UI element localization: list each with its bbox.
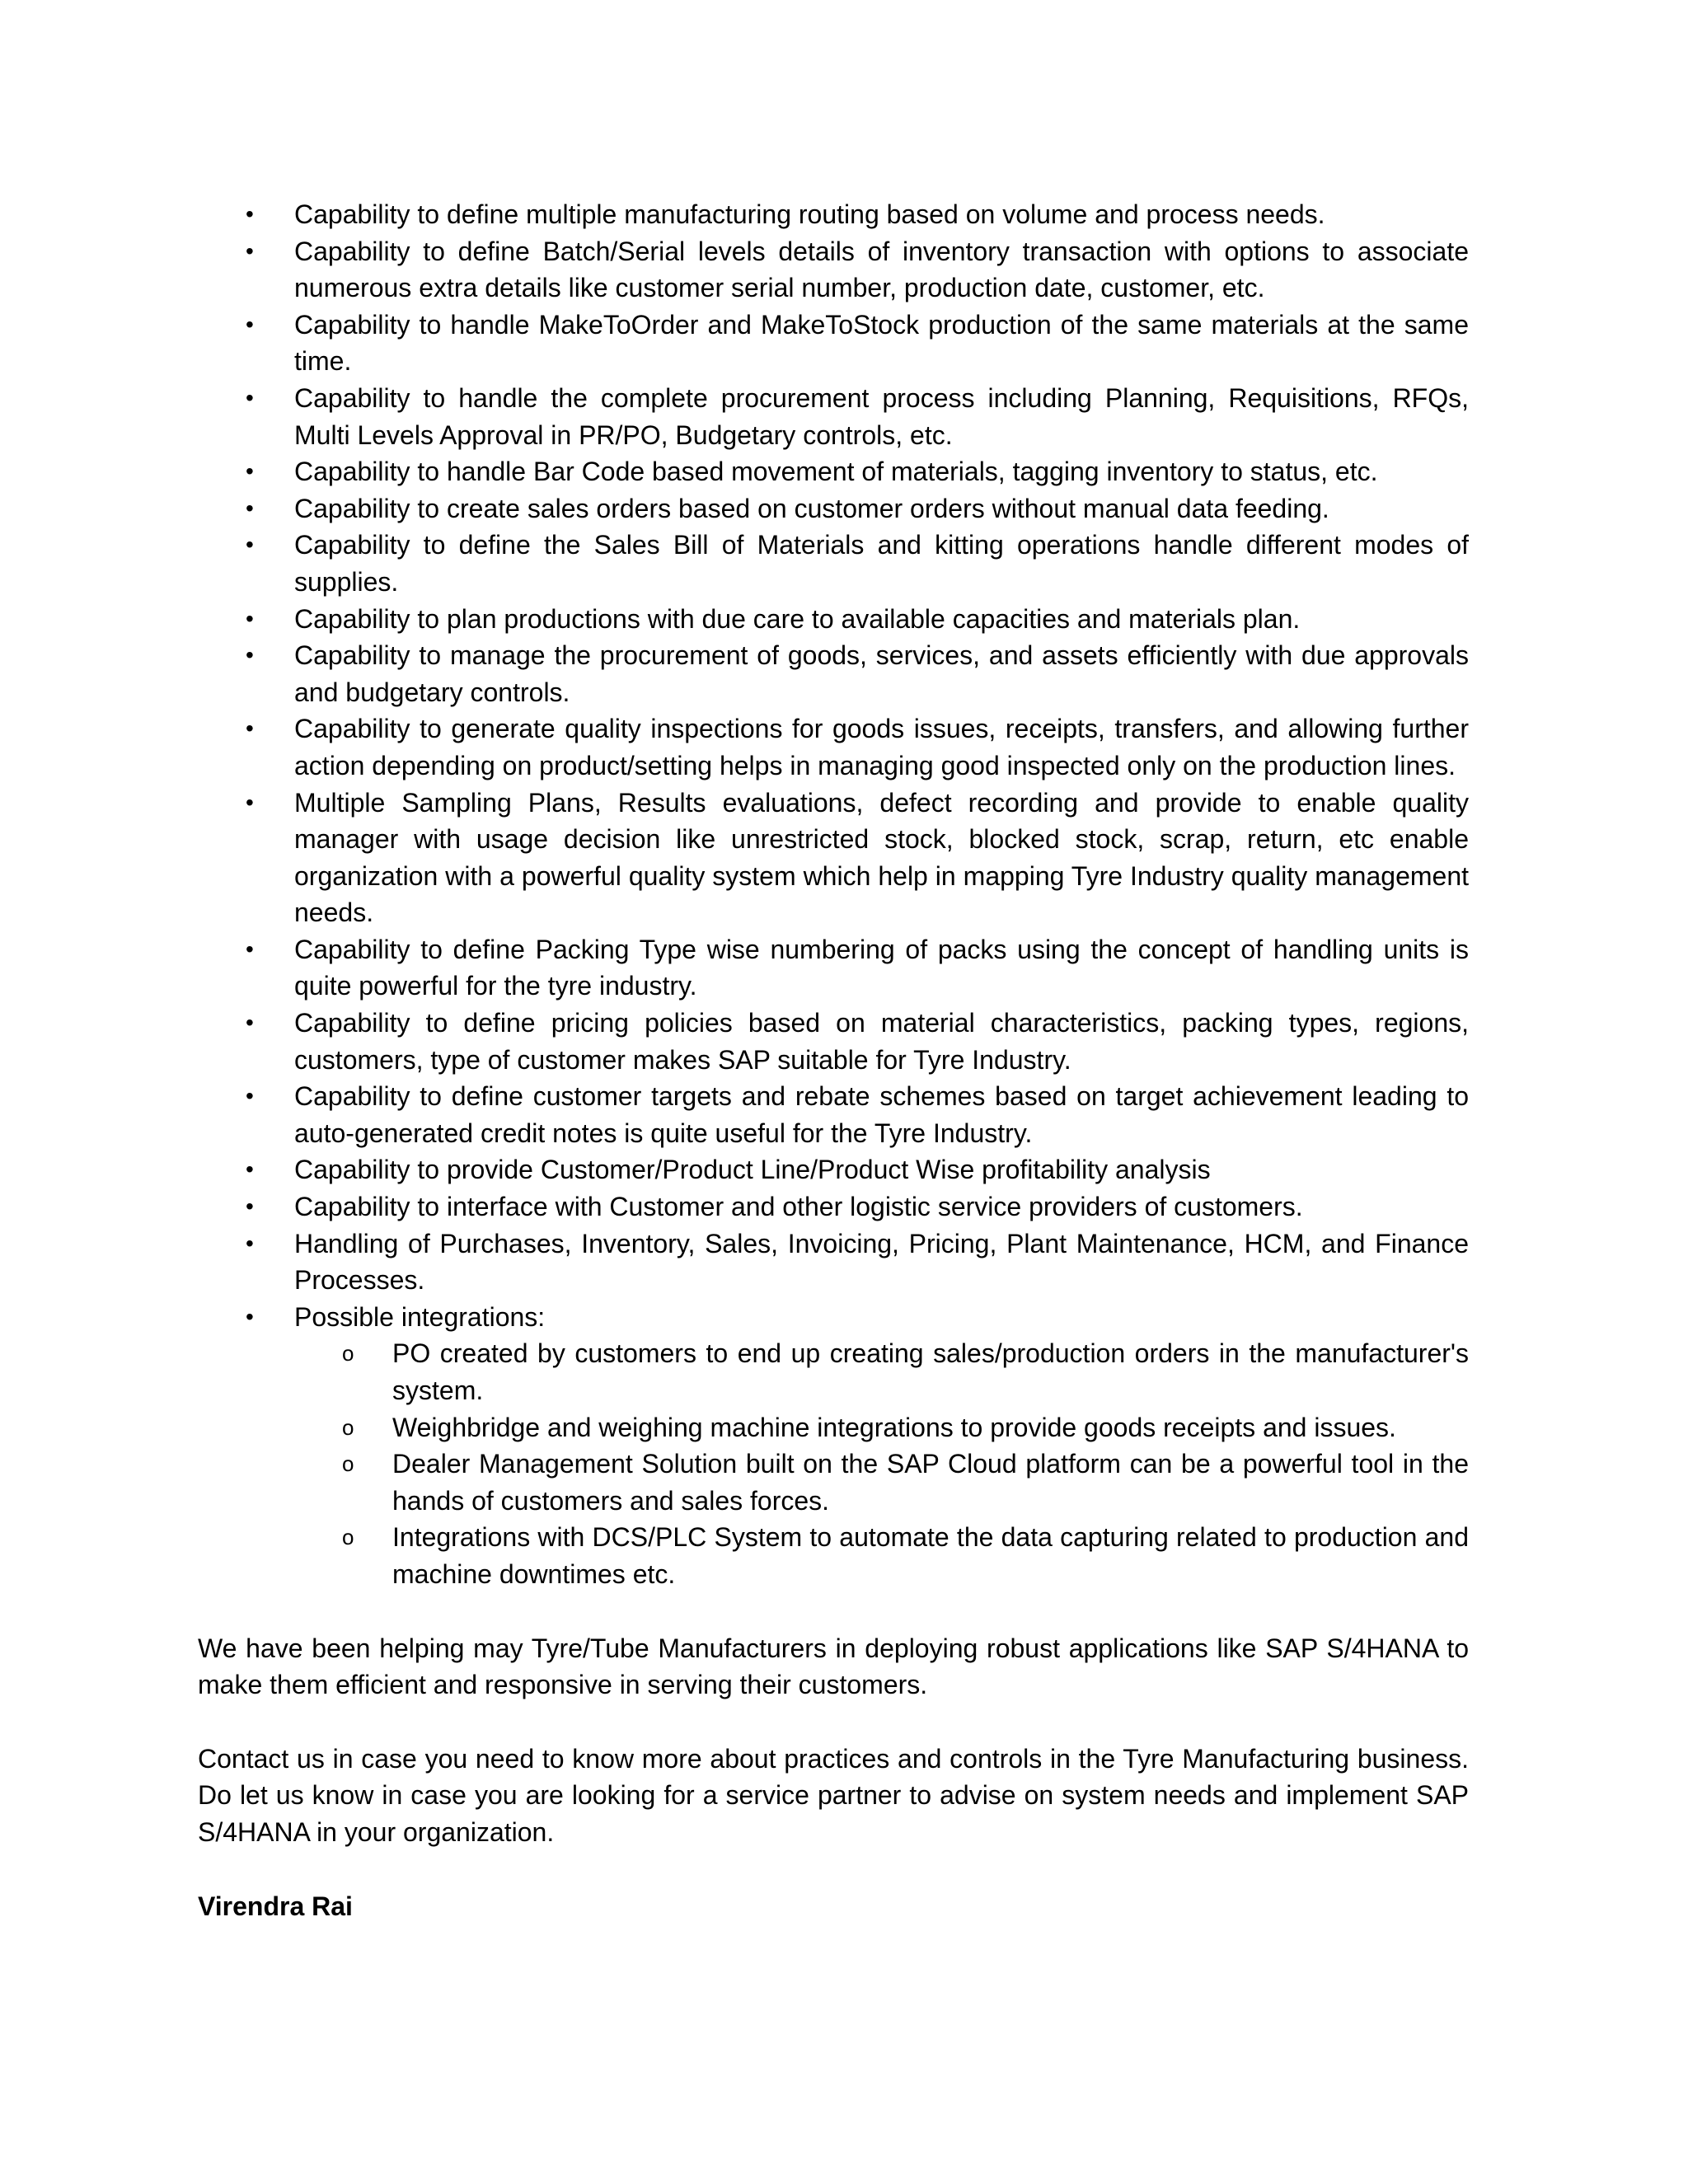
list-item [198, 1226, 1469, 1299]
sub-list-item [294, 1446, 1469, 1519]
list-item [198, 785, 1469, 931]
capabilities-list [198, 196, 1469, 1593]
list-item [198, 931, 1469, 1005]
list-item-text: Capability to define Packing Type wise numbering of packs using the concept of handling units is quite powerful for the tyre industry. [294, 934, 1469, 1001]
list-item-text: Handling of Purchases, Inventory, Sales, Invoicing, Pricing, Plant Maintenance, HCM, and Finance Processes. [294, 1228, 1469, 1296]
circle-bullet-icon: o [342, 1525, 354, 1550]
list-item-text: Capability to define the Sales Bill of Materials and kitting operations handle different modes of supplies. [294, 530, 1469, 597]
bullet-icon: • [246, 458, 254, 485]
paragraph-contact: Contact us in case you need to know more about practices and controls in the Tyre Manufacturing business. Do let us know in case you are looking for a service partner to advise on system needs and implement SAP S/4HANA in your organization. [198, 1743, 1469, 1847]
list-item-text: Capability to define Batch/Serial levels details of inventory transaction with options to associate numerous extra details like customer serial number, production date, customer, etc. [294, 236, 1469, 303]
document-page [198, 196, 1469, 1924]
list-item-text: Capability to create sales orders based on customer orders without manual data feeding. [294, 493, 1329, 523]
list-item [198, 453, 1469, 490]
sub-list-item [294, 1409, 1469, 1446]
list-item-text: Possible integrations: [294, 1301, 546, 1332]
list-item-text: Capability to handle the complete procurement process including Planning, Requisitions, RFQs, Multi Levels Approval in PR/PO, Budgetary controls, etc. [294, 382, 1469, 450]
list-item-text: Capability to interface with Customer and other logistic service providers of customers. [294, 1192, 1303, 1222]
author-name: Virendra Rai [198, 1891, 353, 1921]
bullet-icon: • [246, 1230, 254, 1256]
bullet-icon: • [246, 1083, 254, 1109]
bullet-icon: • [246, 201, 254, 227]
circle-bullet-icon: o [342, 1451, 354, 1477]
bullet-icon: • [246, 935, 254, 962]
list-item [198, 233, 1469, 307]
bullet-icon: • [246, 1193, 254, 1220]
list-item [198, 710, 1469, 784]
list-item [198, 490, 1469, 527]
list-item-text: Capability to handle Bar Code based movement of materials, tagging inventory to status, etc. [294, 457, 1378, 487]
bullet-icon: • [246, 1010, 254, 1036]
bullet-icon: • [246, 311, 254, 337]
sub-list-item-text: PO created by customers to end up creating sales/production orders in the manufacturer's system. [392, 1338, 1469, 1405]
list-item [198, 1151, 1469, 1188]
list-item-integrations [198, 1299, 1469, 1593]
list-item [198, 527, 1469, 600]
sub-list-item-text: Integrations with DCS/PLC System to automate the data capturing related to production and machine downtimes etc. [392, 1522, 1469, 1589]
bullet-icon: • [246, 384, 254, 410]
integrations-sublist [294, 1335, 1469, 1592]
list-item-text: Capability to define customer targets and rebate schemes based on target achievement leading to auto-generated credit notes is quite useful for the Tyre Industry. [294, 1081, 1469, 1148]
sub-list-item [294, 1335, 1469, 1408]
bullet-icon: • [246, 642, 254, 668]
bullet-icon: • [246, 1303, 254, 1329]
sub-list-item-text: Dealer Management Solution built on the SAP Cloud platform can be a powerful tool in the hands of customers and sales forces. [392, 1449, 1469, 1516]
list-item-text: Multiple Sampling Plans, Results evaluations, defect recording and provide to enable quality manager with usage decision like unrestricted stock, blocked stock, scrap, return, etc enable organization with a powerful quality system which help in mapping Tyre Industry quality management needs. [294, 787, 1469, 928]
bullet-icon: • [246, 1156, 254, 1183]
bullet-icon: • [246, 532, 254, 558]
list-item-text: Capability to generate quality inspections for goods issues, receipts, transfers, and allowing further action depending on product/setting helps in managing good inspected only on the production lines. [294, 714, 1469, 780]
list-item-text: Capability to define multiple manufacturing routing based on volume and process needs. [294, 199, 1325, 229]
list-item [198, 1005, 1469, 1078]
bullet-icon: • [246, 605, 254, 631]
list-item [198, 1188, 1469, 1226]
list-item [198, 380, 1469, 453]
list-item-text: Capability to plan productions with due care to available capacities and materials plan. [294, 603, 1301, 634]
list-item [198, 196, 1469, 233]
bullet-icon: • [246, 789, 254, 815]
circle-bullet-icon: o [342, 1341, 354, 1366]
list-item [198, 307, 1469, 380]
list-item-text: Capability to manage the procurement of goods, services, and assets efficiently with due approvals and budgetary controls. [294, 640, 1469, 707]
list-item-text: Capability to provide Customer/Product Line/Product Wise profitability analysis [294, 1155, 1211, 1185]
list-item [198, 601, 1469, 638]
paragraph-experience: We have been helping may Tyre/Tube Manufacturers in deploying robust applications like SAP S/4HANA to make them efficient and responsive in serving their customers. [198, 1633, 1469, 1700]
bullet-icon: • [246, 715, 254, 742]
circle-bullet-icon: o [342, 1414, 354, 1440]
sub-list-item [294, 1519, 1469, 1592]
list-item [198, 1078, 1469, 1151]
list-item-text: Capability to define pricing policies based on material characteristics, packing types, regions, customers, type of customer makes SAP suitable for Tyre Industry. [294, 1008, 1469, 1075]
bullet-icon: • [246, 237, 254, 264]
list-item-text: Capability to handle MakeToOrder and MakeToStock production of the same materials at the same time. [294, 309, 1469, 377]
sub-list-item-text: Weighbridge and weighing machine integrations to provide goods receipts and issues. [392, 1412, 1396, 1442]
list-item [198, 637, 1469, 710]
bullet-icon: • [246, 494, 254, 521]
